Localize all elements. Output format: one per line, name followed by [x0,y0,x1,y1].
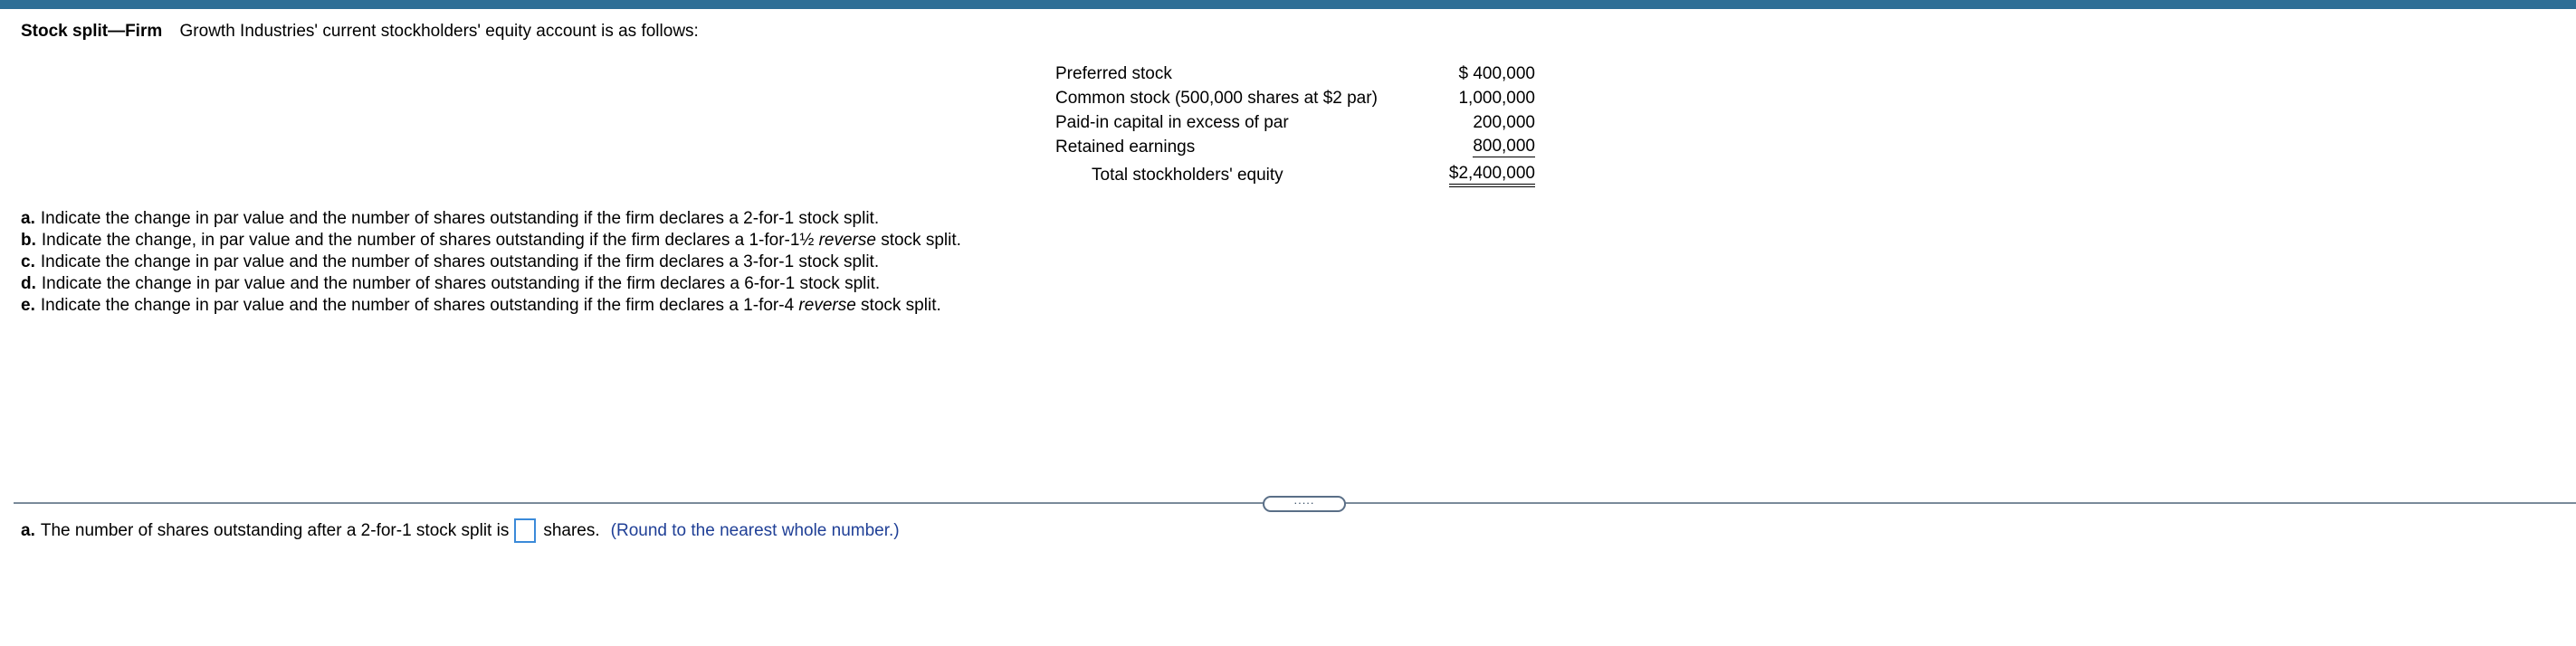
top-banner [0,0,2576,9]
equity-row-amount: $ 400,000 [1458,63,1535,83]
question-item [21,209,961,231]
equity-row [1055,62,1535,86]
question-item [21,252,961,274]
question-text: Indicate the change in par value and the number of shares outstanding if the firm declares a 3-for-1 stock split. [40,252,880,271]
question-list [21,209,961,318]
equity-row [1055,86,1535,110]
equity-row [1055,110,1535,135]
question-item [21,231,961,252]
question-letter: c. [21,252,35,271]
equity-row-amount: 800,000 [1473,137,1535,156]
equity-total-label: Total stockholders' equity [1092,165,1283,185]
answer-suffix: shares. [543,520,600,540]
equity-table [1055,62,1535,187]
question-text-end: stock split. [855,296,941,315]
equity-row-label: Common stock (500,000 shares at $2 par) [1055,88,1378,108]
question-text: Indicate the change, in par value and the number of shares outstanding if the firm declares a 1-for-1½ [41,231,819,250]
equity-row-label: Paid-in capital in excess of par [1055,112,1289,132]
problem-intro: Growth Industries' current stockholders' equity account is as follows: [179,22,699,41]
expand-toggle-button[interactable]: ..... [1263,496,1346,512]
question-emphasis: reverse [798,296,856,315]
question-text-end: stock split. [875,231,961,250]
question-item [21,296,961,318]
equity-row [1055,135,1535,159]
question-item [21,274,961,296]
question-text: Indicate the change in par value and the number of shares outstanding if the firm declares a 6-for-1 stock split. [41,274,881,293]
equity-row-label: Preferred stock [1055,63,1172,83]
question-text: Indicate the change in par value and the number of shares outstanding if the firm declares a 1-for-4 [40,296,799,315]
answer-letter: a. [21,520,35,540]
question-letter: b. [21,231,36,250]
question-text: Indicate the change in par value and the number of shares outstanding if the firm declares a 2-for-1 stock split. [40,209,880,228]
equity-row-amount: 1,000,000 [1458,88,1535,108]
answer-prompt: The number of shares outstanding after a 2-for-1 stock split is [40,520,510,540]
equity-total-row [1055,159,1535,187]
problem-title: Stock split—Firm [21,22,163,41]
answer-hint: (Round to the nearest whole number.) [610,520,900,540]
equity-row-amount: 200,000 [1473,112,1535,132]
equity-row-label: Retained earnings [1055,137,1196,157]
problem-header [21,22,699,42]
question-letter: a. [21,209,35,228]
answer-line [21,518,900,543]
question-emphasis: reverse [818,231,876,250]
answer-input[interactable] [514,518,536,543]
question-letter: d. [21,274,36,293]
question-letter: e. [21,296,35,315]
equity-total-amount: $2,400,000 [1449,164,1535,187]
